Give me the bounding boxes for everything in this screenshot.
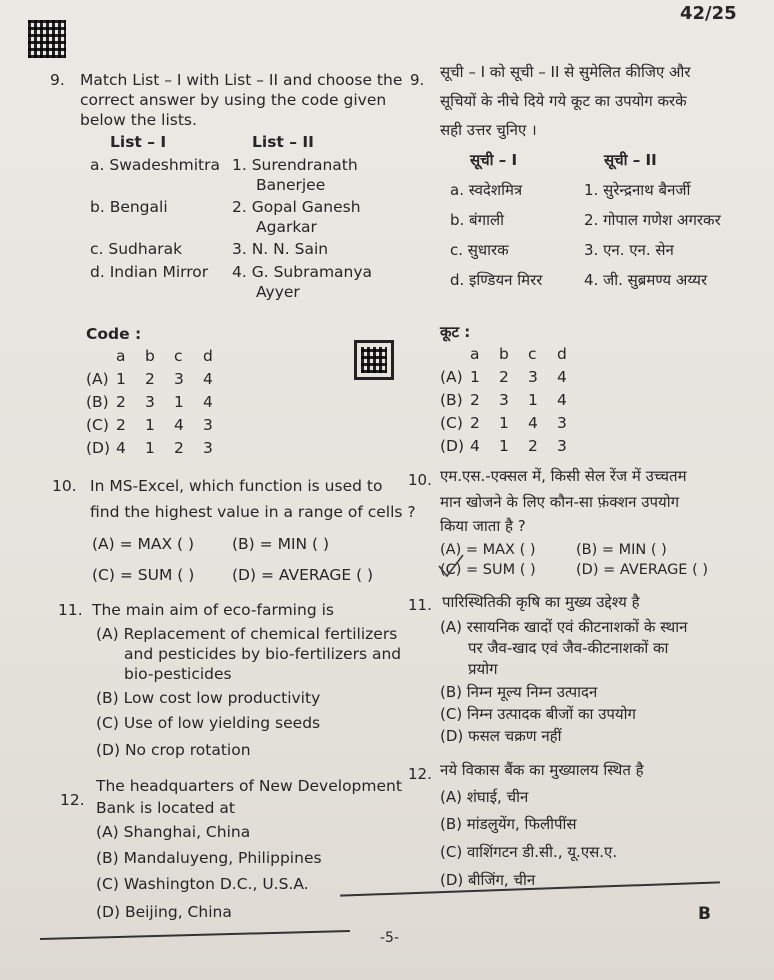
q11-option-a-en-line3: bio-pesticides bbox=[124, 665, 232, 683]
q10-stem-hi-line2: मान खोजने के लिए कौन-सा फ़ंक्शन उपयोग bbox=[440, 493, 680, 511]
q11-option-b-en: (B) Low cost low productivity bbox=[96, 689, 321, 707]
q11-option-a-hi-line1: (A) रसायनिक खादों एवं कीटनाशकों के स्थान bbox=[440, 618, 688, 636]
q10-number-hi: 10. bbox=[408, 471, 432, 489]
q9-list2-item-3: 3. N. N. Sain bbox=[232, 240, 329, 258]
q11-number-en: 11. bbox=[58, 601, 83, 619]
q9-code-header-hi bbox=[470, 344, 586, 364]
q9-stem-hi-line2: सूचियों के नीचे दिये गये कूट का उपयोग करके bbox=[440, 92, 687, 110]
code-val: 2 bbox=[116, 416, 126, 434]
q9-code-opt-b-en: (B) bbox=[86, 393, 109, 411]
qr-code-top-left bbox=[28, 20, 66, 58]
q9-list1-hi-d: d. इण्डियन मिरर bbox=[450, 271, 543, 289]
q10-option-b-hi: (B) = MIN ( ) bbox=[576, 542, 667, 558]
q10-stem-en-line2: find the highest value in a range of cells ? bbox=[90, 503, 416, 521]
code-val: 2 bbox=[470, 391, 480, 409]
q9-list2-hi-1: 1. सुरेन्द्रनाथ बैनर्जी bbox=[584, 181, 691, 199]
q11-option-a-en-line1: (A) Replacement of chemical fertilizers bbox=[96, 625, 398, 643]
q9-code-opt-c-en: (C) bbox=[86, 416, 109, 434]
q9-stem-hi-line3: सही उत्तर चुनिए । bbox=[440, 121, 537, 139]
code-val: 1 bbox=[116, 370, 126, 388]
q11-option-d-hi: (D) फसल चक्रण नहीं bbox=[440, 727, 562, 745]
q9-list1-hi-a: a. स्वदेशमित्र bbox=[450, 181, 523, 199]
code-val: 4 bbox=[557, 391, 567, 409]
q9-stem-en-line3: below the lists. bbox=[80, 111, 197, 129]
q9-list1-hi-c: c. सुधारक bbox=[450, 241, 509, 259]
q10-option-a-en: (A) = MAX ( ) bbox=[92, 535, 195, 553]
q9-code-opt-d-hi: (D) bbox=[440, 437, 465, 455]
code-val: 4 bbox=[470, 437, 480, 455]
code-val: 2 bbox=[499, 368, 509, 386]
q12-stem-hi: नये विकास बैंक का मुख्यालय स्थित है bbox=[440, 761, 644, 779]
q10-stem-hi-line1: एम.एस.-एक्सल में, किसी सेल रेंज में उच्चतम bbox=[440, 467, 687, 485]
q12-stem-en-line1: The headquarters of New Development bbox=[96, 777, 402, 795]
q9-code-header-en bbox=[116, 346, 232, 366]
q9-list1-item-b: b. Bengali bbox=[90, 198, 168, 216]
q9-code-opt-a-hi: (A) bbox=[440, 368, 463, 386]
q9-code-opt-d-en: (D) bbox=[86, 439, 111, 457]
page-footer-number: -5- bbox=[380, 930, 400, 946]
q9-list2-item-4: 4. G. Subramanya bbox=[232, 263, 373, 281]
q12-option-a-en: (A) Shanghai, China bbox=[96, 823, 251, 841]
q9-number-en: 9. bbox=[50, 71, 65, 89]
code-val: 4 bbox=[203, 393, 213, 411]
code-col-d: d bbox=[203, 347, 213, 365]
q10-stem-hi-line3: किया जाता है ? bbox=[440, 517, 526, 535]
code-val: 4 bbox=[174, 416, 184, 434]
q9-list1-item-c: c. Sudharak bbox=[90, 240, 183, 258]
code-val: 4 bbox=[116, 439, 126, 457]
q9-stem-en-line2: correct answer by using the code given bbox=[80, 91, 387, 109]
code-col-b: b bbox=[145, 347, 155, 365]
code-val: 1 bbox=[145, 416, 155, 434]
q9-code-row-a-hi bbox=[470, 367, 586, 387]
code-val: 4 bbox=[203, 370, 213, 388]
q9-code-opt-b-hi: (B) bbox=[440, 391, 463, 409]
q9-code-row-d-en bbox=[116, 438, 232, 458]
qr-code-center bbox=[354, 340, 394, 380]
q10-option-d-hi: (D) = AVERAGE ( ) bbox=[576, 562, 709, 578]
q12-number-en: 12. bbox=[60, 791, 85, 809]
q12-option-c-en: (C) Washington D.C., U.S.A. bbox=[96, 875, 309, 893]
code-col-a: a bbox=[116, 347, 126, 365]
q11-stem-hi: पारिस्थितिकी कृषि का मुख्य उद्देश्य है bbox=[442, 593, 640, 611]
code-col-c: c bbox=[174, 347, 183, 365]
q9-code-opt-c-hi: (C) bbox=[440, 414, 463, 432]
code-col-c: c bbox=[528, 345, 537, 363]
q9-code-label-en: Code : bbox=[86, 325, 142, 343]
code-col-d: d bbox=[557, 345, 567, 363]
page-number-top: 42/25 bbox=[680, 3, 737, 24]
code-val: 1 bbox=[499, 414, 509, 432]
q11-option-a-hi-line3: प्रयोग bbox=[468, 660, 498, 678]
code-val: 2 bbox=[470, 414, 480, 432]
q9-code-row-b-en bbox=[116, 392, 232, 412]
booklet-series-letter: B bbox=[698, 904, 711, 924]
q12-option-a-hi: (A) शंघाई, चीन bbox=[440, 788, 529, 806]
q10-number-en: 10. bbox=[52, 477, 77, 495]
code-val: 2 bbox=[145, 370, 155, 388]
code-val: 4 bbox=[528, 414, 538, 432]
code-val: 1 bbox=[174, 393, 184, 411]
code-val: 1 bbox=[470, 368, 480, 386]
q11-option-b-hi: (B) निम्न मूल्य निम्न उत्पादन bbox=[440, 683, 598, 701]
q9-list2-hi-3: 3. एन. एन. सेन bbox=[584, 241, 674, 259]
q9-list1-header-en: List – I bbox=[110, 133, 167, 151]
code-val: 4 bbox=[557, 368, 567, 386]
q9-list2-hi-4: 4. जी. सुब्रमण्य अय्यर bbox=[584, 271, 708, 289]
q10-option-a-hi: (A) = MAX ( ) bbox=[440, 542, 536, 558]
q9-list2-item-1: 1. Surendranath bbox=[232, 156, 358, 174]
code-val: 1 bbox=[528, 391, 538, 409]
q9-list1-header-hi: सूची – I bbox=[470, 151, 518, 169]
code-val: 2 bbox=[174, 439, 184, 457]
code-val: 3 bbox=[528, 368, 538, 386]
q12-option-c-hi: (C) वाशिंगटन डी.सी., यू.एस.ए. bbox=[440, 843, 618, 861]
q10-option-c-en: (C) = SUM ( ) bbox=[92, 566, 195, 584]
q11-option-a-hi-line2: पर जैव-खाद एवं जैव-कीटनाशकों का bbox=[468, 639, 669, 657]
q10-option-b-en: (B) = MIN ( ) bbox=[232, 535, 330, 553]
code-val: 3 bbox=[557, 414, 567, 432]
q11-option-a-en-line2: and pesticides by bio-fertilizers and bbox=[124, 645, 402, 663]
code-val: 1 bbox=[499, 437, 509, 455]
q10-option-d-en: (D) = AVERAGE ( ) bbox=[232, 566, 374, 584]
code-col-a: a bbox=[470, 345, 480, 363]
code-val: 1 bbox=[145, 439, 155, 457]
q12-stem-en-line2: Bank is located at bbox=[96, 799, 235, 817]
q12-option-b-en: (B) Mandaluyeng, Philippines bbox=[96, 849, 322, 867]
q9-list2-item-2: 2. Gopal Ganesh bbox=[232, 198, 361, 216]
q9-code-row-c-en bbox=[116, 415, 232, 435]
code-val: 3 bbox=[145, 393, 155, 411]
q12-option-d-hi: (D) बीजिंग, चीन bbox=[440, 871, 536, 889]
q11-option-d-en: (D) No crop rotation bbox=[96, 741, 251, 759]
code-val: 3 bbox=[557, 437, 567, 455]
q9-number-hi: 9. bbox=[410, 71, 425, 89]
q11-number-hi: 11. bbox=[408, 596, 432, 614]
code-col-b: b bbox=[499, 345, 509, 363]
code-val: 2 bbox=[528, 437, 538, 455]
q9-list2-hi-2: 2. गोपाल गणेश अगरकर bbox=[584, 211, 721, 229]
q9-stem-hi-line1: सूची – I को सूची – II से सुमेलित कीजिए और bbox=[440, 63, 691, 81]
code-val: 2 bbox=[116, 393, 126, 411]
q9-list2-header-en: List – II bbox=[252, 133, 314, 151]
q12-number-hi: 12. bbox=[408, 765, 432, 783]
q12-option-b-hi: (B) मांडलुयेंग, फिलीपींस bbox=[440, 815, 577, 833]
q9-list1-hi-b: b. बंगाली bbox=[450, 211, 505, 229]
q11-option-c-en: (C) Use of low yielding seeds bbox=[96, 714, 321, 732]
code-val: 3 bbox=[203, 439, 213, 457]
q11-stem-en: The main aim of eco-farming is bbox=[92, 601, 334, 619]
footer-rule-left bbox=[40, 930, 350, 940]
q10-stem-en-line1: In MS-Excel, which function is used to bbox=[90, 477, 383, 495]
code-val: 3 bbox=[174, 370, 184, 388]
q9-stem-en-line1: Match List – I with List – II and choose the bbox=[80, 71, 403, 89]
q10-option-c-hi: (C) = SUM ( ) bbox=[440, 562, 536, 578]
q9-code-row-c-hi bbox=[470, 413, 586, 433]
q9-list2-item-1-cont: Banerjee bbox=[256, 176, 326, 194]
q11-option-c-hi: (C) निम्न उत्पादक बीजों का उपयोग bbox=[440, 705, 636, 723]
q9-code-label-hi: कूट : bbox=[440, 323, 471, 341]
q9-list1-item-a: a. Swadeshmitra bbox=[90, 156, 220, 174]
q9-code-row-d-hi bbox=[470, 436, 586, 456]
code-val: 3 bbox=[499, 391, 509, 409]
code-val: 3 bbox=[203, 416, 213, 434]
q12-option-d-en: (D) Beijing, China bbox=[96, 903, 232, 921]
q9-list2-header-hi: सूची – II bbox=[604, 151, 657, 169]
q9-code-opt-a-en: (A) bbox=[86, 370, 109, 388]
q9-code-row-a-en bbox=[116, 369, 232, 389]
q9-list1-item-d: d. Indian Mirror bbox=[90, 263, 209, 281]
q9-list2-item-2-cont: Agarkar bbox=[256, 218, 317, 236]
handwritten-tick-mark bbox=[436, 552, 466, 582]
q9-list2-item-4-cont: Ayyer bbox=[256, 283, 300, 301]
q9-code-row-b-hi bbox=[470, 390, 586, 410]
